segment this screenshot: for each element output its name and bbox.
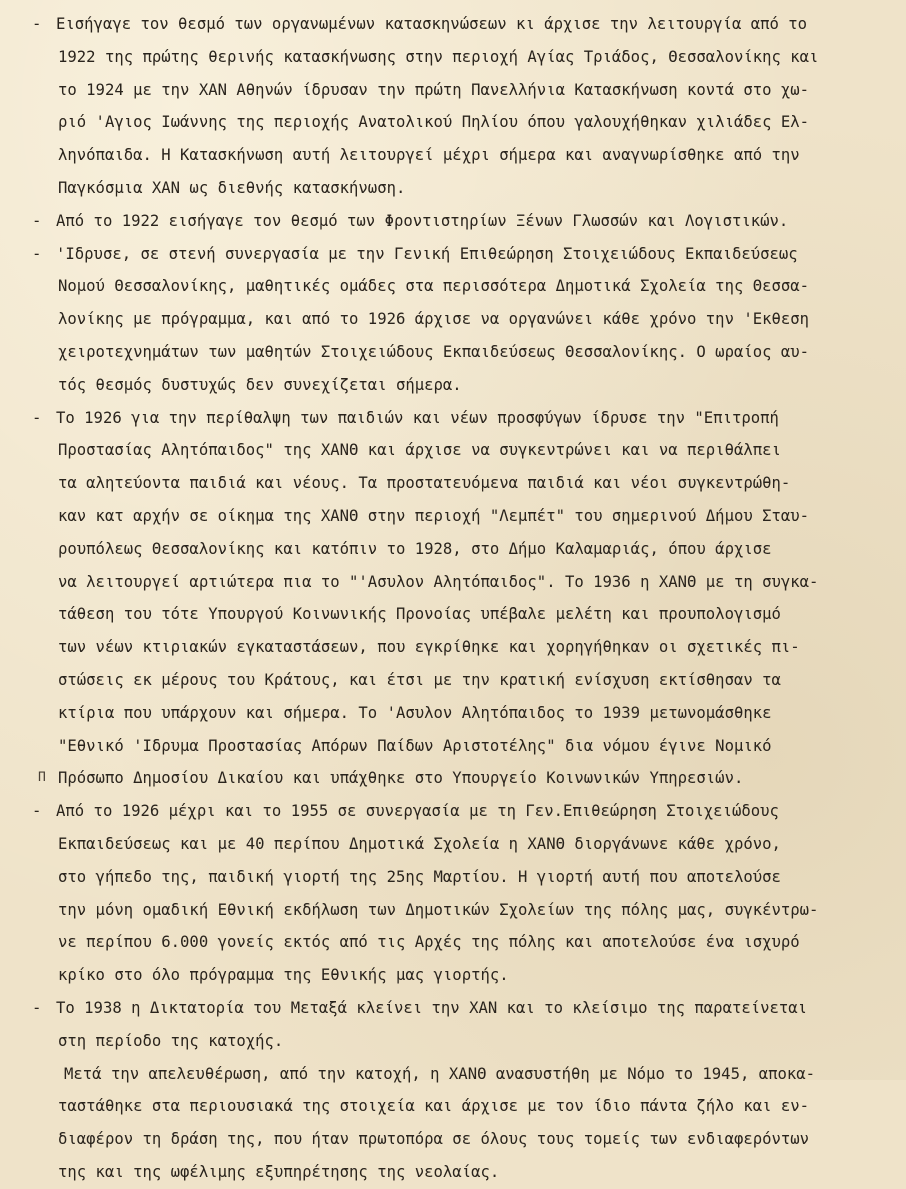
paragraph	[0, 402, 906, 796]
text-line: Μετά την απελευθέρωση, από την κατοχή, η ΧΑΝΘ ανασυστήθη με Νόμο το 1945, αποκα-	[64, 1064, 816, 1083]
text-line: χειροτεχνημάτων των μαθητών Στοιχειώδους Εκπαιδεύσεως Θεσσαλονίκης. Ο ωραίος αυ-	[58, 342, 810, 361]
text-line: ταστάθηκε στα περιουσιακά της στοιχεία και άρχισε με τον ίδιο πάντα ζήλο και εν-	[58, 1097, 810, 1116]
text-line: στώσεις εκ μέρους του Κράτους, και έτσι με την κρατική ενίσχυση εκτίσθησαν τα	[58, 670, 781, 689]
bullet-dash: -	[32, 802, 42, 821]
text-line: των νέων κτιριακών εγκαταστάσεων, που εγκρίθηκε και χορηγήθηκαν οι σχετικές πι-	[58, 638, 800, 657]
text-line: Προστασίας Αλητόπαιδος" της ΧΑΝΘ και άρχισε να συγκεντρώνει και να περιθάλπει	[58, 441, 781, 460]
text-line: διαφέρον τη δράση της, που ήταν πρωτοπόρα σε όλους τους τομείς των ενδιαφερόντων	[58, 1130, 810, 1149]
paragraph	[0, 795, 906, 992]
text-line: της και της ωφέλιμης εξυπηρέτησης της νεολαίας.	[58, 1162, 500, 1181]
text-line: Εκπαιδεύσεως και με 40 περίπου Δημοτικά Σχολεία η ΧΑΝΘ διοργάνωνε κάθε χρόνο,	[58, 834, 781, 853]
text-line: Από το 1926 μέχρι και το 1955 σε συνεργασία με τη Γεν.Επιθεώρηση Στοιχειώδους	[56, 802, 779, 821]
text-line: κτίρια που υπάρχουν και σήμερα. Το 'Ασυλον Αλητόπαιδος το 1939 μετωνομάσθηκε	[58, 703, 772, 722]
text-line: στο γήπεδο της, παιδική γιορτή της 25ης Μαρτίου. Η γιορτή αυτή που αποτελούσε	[58, 867, 781, 886]
bullet-dash: -	[32, 211, 42, 230]
text-line: Εισήγαγε τον θεσμό των οργανωμένων κατασκηνώσεων κι άρχισε την λειτουργία από το	[56, 15, 808, 33]
text-line: Από το 1922 εισήγαγε τον θεσμό των Φροντιστηρίων Ξένων Γλωσσών και Λογιστικών.	[56, 211, 789, 230]
text-line: τάθεση του τότε Υπουργού Κοινωνικής Προνοίας υπέβαλε μελέτη και προυπολογισμό	[58, 605, 781, 624]
bullet-dash: -	[32, 408, 42, 427]
bullet-dash: -	[32, 998, 42, 1017]
bullet-dash: -	[32, 15, 42, 33]
text-line: ριό 'Αγιος Ιωάννης της περιοχής Ανατολικού Πηλίου όπου γαλουχήθηκαν χιλιάδες Ελ-	[58, 113, 810, 132]
text-line: να λειτουργεί αρτιώτερα πια το "'Ασυλον Αλητόπαιδος". Το 1936 η ΧΑΝΘ με τη συγκα-	[58, 572, 819, 591]
text-line: Το 1938 η Δικτατορία του Μεταξά κλείνει την ΧΑΝ και το κλείσιμο της παρατείνεται	[56, 998, 808, 1017]
text-line: Το 1926 για την περίθαλψη των παιδιών και νέων προσφύγων ίδρυσε την "Επιτροπή	[56, 408, 779, 427]
text-line: την μόνη ομαδική Εθνική εκδήλωση των Δημοτικών Σχολείων της πόλης μας, συγκέντρω-	[58, 900, 819, 919]
text-line: 'Ιδρυσε, σε στενή συνεργασία με την Γενική Επιθεώρηση Στοιχειώδους Εκπαιδεύσεως	[56, 244, 798, 263]
paragraph	[0, 8, 906, 205]
paragraph	[0, 992, 906, 1058]
text-line: ρουπόλεως Θεσσαλονίκης και κατόπιν το 1928, στο Δήμο Καλαμαριάς, όπου άρχισε	[58, 539, 772, 558]
text-line: καν κατ αρχήν σε οίκημα της ΧΑΝΘ στην περιοχή "Λεμπέτ" του σημερινού Δήμου Σταυ-	[58, 506, 810, 525]
text-line: ληνόπαιδα. Η Κατασκήνωση αυτή λειτουργεί μέχρι σήμερα και αναγνωρίσθηκε από την	[58, 146, 800, 165]
margin-mark: Π	[38, 770, 46, 786]
bullet-dash: -	[32, 244, 42, 263]
text-line: Παγκόσμια ΧΑΝ ως διεθνής κατασκήνωση.	[58, 178, 406, 197]
text-line: Νομού Θεσσαλονίκης, μαθητικές ομάδες στα περισσότερα Δημοτικά Σχολεία της Θεσσα-	[58, 277, 810, 296]
text-line: τα αλητεύοντα παιδιά και νέους. Τα προστατευόμενα παιδιά και νέοι συγκεντρώθη-	[58, 474, 791, 493]
text-line: το 1924 με την ΧΑΝ Αθηνών ίδρυσαν την πρώτη Πανελλήνια Κατασκήνωση κοντά στο χω-	[58, 80, 810, 99]
paragraph	[0, 1058, 906, 1189]
text-line: 1922 της πρώτης θερινής κατασκήνωσης στην περιοχή Αγίας Τριάδος, Θεσσαλονίκης και	[58, 47, 819, 66]
paragraph	[0, 205, 906, 238]
text-line: τός θεσμός δυστυχώς δεν συνεχίζεται σήμερα.	[58, 375, 462, 394]
text-line: Πρόσωπο Δημοσίου Δικαίου και υπάχθηκε στο Υπουργείο Κοινωνικών Υπηρεσιών.	[58, 769, 744, 788]
text-line: λονίκης με πρόγραμμα, και από το 1926 άρχισε να οργανώνει κάθε χρόνο την 'Εκθεση	[58, 310, 810, 329]
document-body	[0, 8, 906, 1189]
paragraph	[0, 238, 906, 402]
text-line: νε περίπου 6.000 γονείς εκτός από τις Αρχές της πόλης και αποτελούσε ένα ισχυρό	[58, 933, 800, 952]
text-line: "Εθνικό 'Ιδρυμα Προστασίας Απόρων Παίδων Αριστοτέλης" δια νόμου έγινε Νομικό	[58, 736, 772, 755]
text-line: στη περίοδο της κατοχής.	[58, 1031, 284, 1050]
text-line: κρίκο στο όλο πρόγραμμα της Εθνικής μας γιορτής.	[58, 966, 509, 985]
